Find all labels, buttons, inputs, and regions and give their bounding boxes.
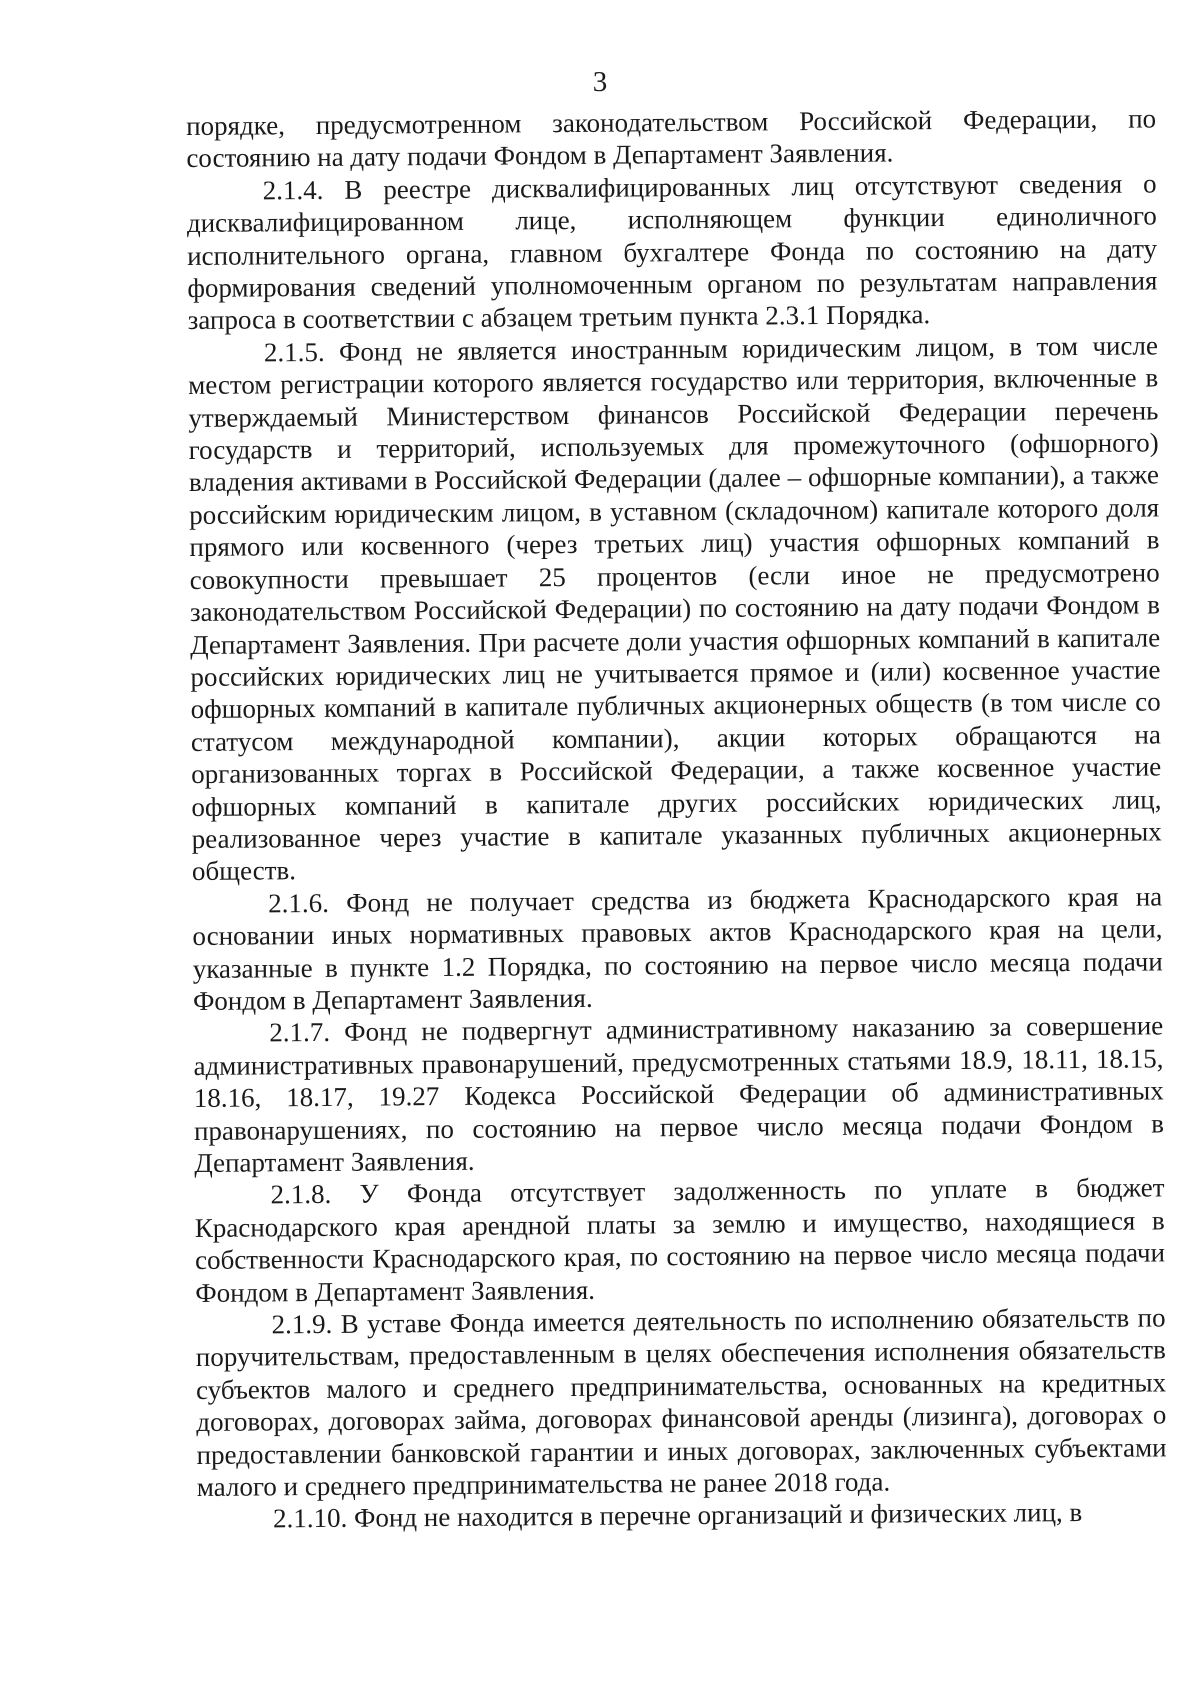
page-number: 3 <box>592 66 608 98</box>
paragraph-2-1-6: 2.1.6. Фонд не получает средства из бюджета Краснодарского края на основании иных нормативных правовых актов Краснодарского края на цели, указанные в пункте 1.2 Порядка, по состоянию на первое число месяца подачи Фондом в Департамент Заявления. <box>192 881 1163 1016</box>
paragraph-2-1-4: 2.1.4. В реестре дисквалифицированных лиц отсутствуют сведения о дисквалифицированном лице, исполняющем функции единоличного исполнительного органа, главном бухгалтере Фонда по состоянию на дату формирования сведений уполномоченным органом по результатам направления запроса в соответствии с абзацем третьим пункта 2.3.1 Порядка. <box>186 168 1158 336</box>
document-body <box>186 102 1167 1535</box>
paragraph-2-1-9: 2.1.9. В уставе Фонда имеется деятельность по исполнению обязательств по поручительствам, предоставленным в целях обеспечения исполнения обязательств субъектов малого и среднего предпринимательства, основанных на кредитных договорах, договорах займа, договорах финансовой аренды (лизинга), договорах о предоставлении банковской гарантии и иных договорах, заключенных субъектами малого и среднего предпринимательства не ранее 2018 года. <box>195 1302 1167 1503</box>
paragraph-2-1-8: 2.1.8. У Фонда отсутствует задолженность по уплате в бюджет Краснодарского края арендной платы за землю и имущество, находящиеся в собственности Краснодарского края, по состоянию на первое число месяца подачи Фондом в Департамент Заявления. <box>194 1172 1166 1308</box>
paragraph-continuation: порядке, предусмотренном законодательством Российской Федерации, по состоянию на дату подачи Фондом в Департамент Заявления. <box>186 103 1157 174</box>
paragraph-2-1-10: 2.1.10. Фонд не находится в перечне организаций и физических лиц, в <box>272 1497 1083 1534</box>
paragraph-2-1-7: 2.1.7. Фонд не подвергнут административному наказанию за совершение административных правонарушений, предусмотренных статьями 18.9, 18.11, 18.15, 18.16, 18.17, 19.27 Кодекса Российской Федерации об административных правонарушениях, по состоянию на первое число месяца подачи Фондом в Департамент Заявления. <box>193 1010 1165 1178</box>
paragraph-2-1-5: 2.1.5. Фонд не является иностранным юридическим лицом, в том числе местом регистрации которого является государство или территория, включенные в утверждаемый Министерством финансов Российской Федерации перечень государств и территорий, используемых для промежуточного (офшорного) владения активами в Российской Федерации (далее – офшорные компании), а также российским юридическим лицом, в уставном (складочном) капитале которого доля прямого или косвенного (через третьих лиц) участия офшорных компаний в совокупности превышает 25 процентов (если иное не предусмотрено законодательством Российской Федерации) по состоянию на дату подачи Фондом в Департамент Заявления. При расчете доли участия офшорных компаний в капитале российских юридических лиц не учитывается прямое и (или) косвенное участие офшорных компаний в капитале публичных акционерных обществ (в том числе со статусом международной компании), акции которых обращаются на организованных торгах в Российской Федерации, а также косвенное участие офшорных компаний в капитале других российских юридических лиц, реализованное через участие в капитале указанных публичных акционерных обществ. <box>188 330 1162 887</box>
